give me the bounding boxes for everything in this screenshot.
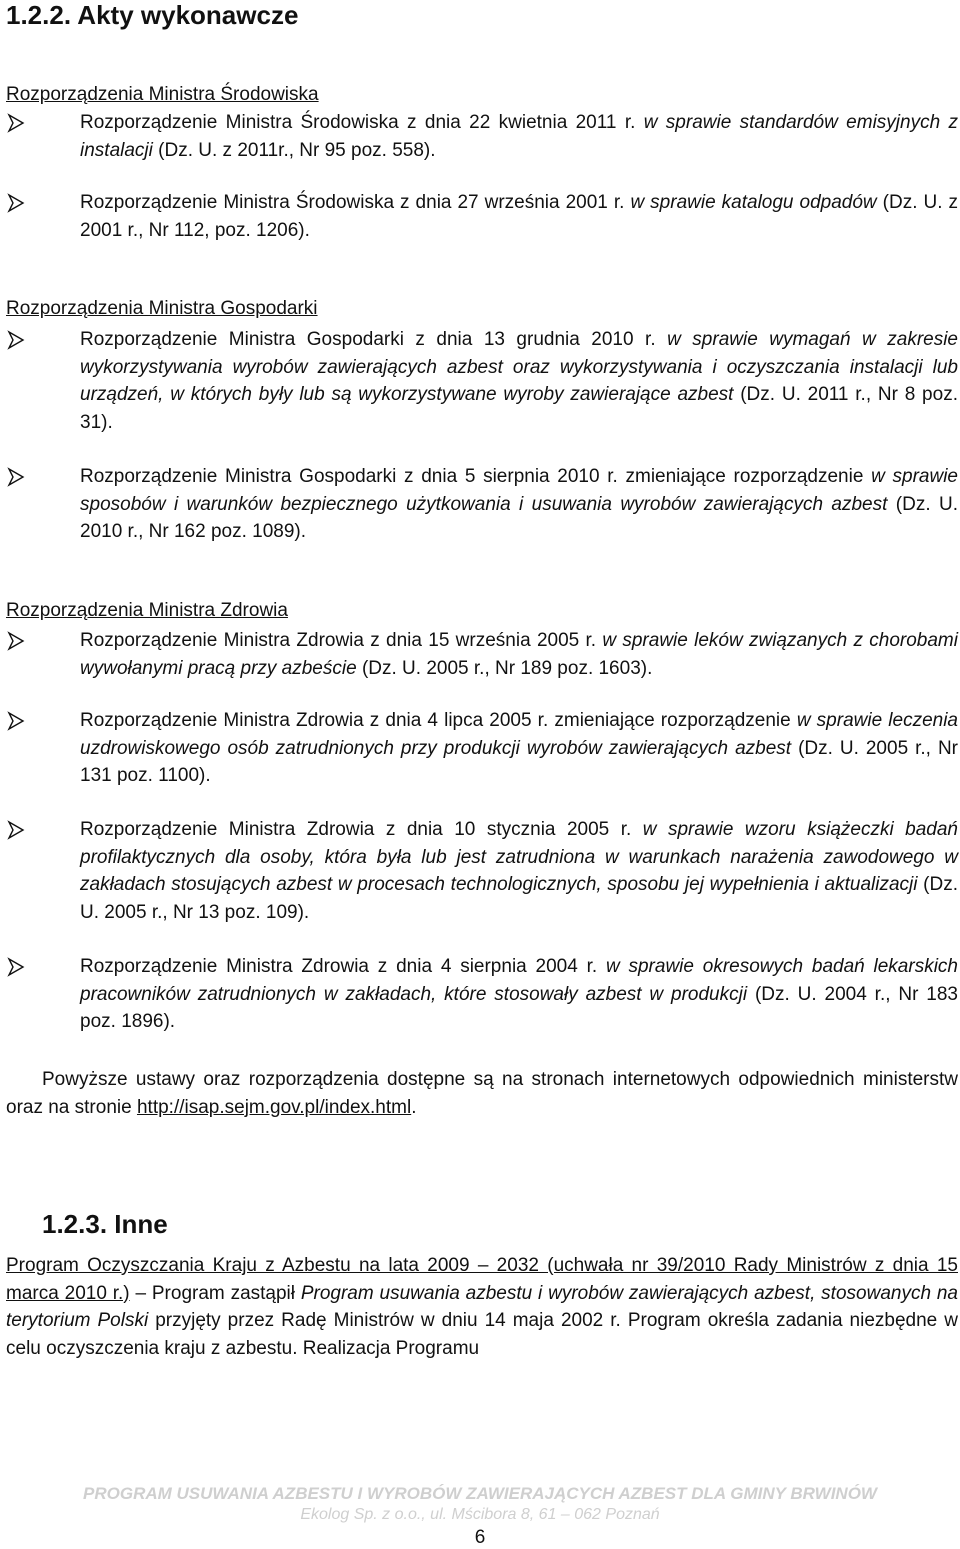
page-number: 6 xyxy=(474,1527,486,1548)
item-subject: w sprawie standardów emisyjnych z instalacji xyxy=(80,112,958,161)
paragraph-text: – Program zastąpił xyxy=(129,1282,301,1304)
item-subject: w sprawie leczenia uzdrowiskowego osób zatrudnionych przy produkcji wyrobów zawierających azbest xyxy=(80,710,958,759)
footer-program-title: PROGRAM USUWANIA AZBESTU I WYROBÓW ZAWIERAJĄCYCH AZBEST DLA GMINY BRWINÓW xyxy=(83,1484,877,1503)
item-subject: w sprawie katalogu odpadów xyxy=(630,192,877,213)
program-title-underlined: Program Oczyszczania Kraju z Azbestu na lata 2009 – 2032 (uchwała nr 39/2010 Rady Ministrów z dnia 15 marca 2010 r.) xyxy=(6,1255,958,1304)
item-text: Rozporządzenie Ministra Zdrowia z dnia 15 września 2005 r. xyxy=(80,630,603,651)
arrowhead-bullet-icon xyxy=(6,820,26,840)
paragraph-text: przyjęty przez Radę Ministrów w dniu 14 maja 2002 r. Program określa zadania niezbędne w celu oczyszczenia kraju z azbestu. Realizacja Programu xyxy=(6,1310,958,1359)
item-reference: (Dz. U. 2005 r., Nr 131 poz. 1100). xyxy=(80,737,958,786)
item-text: Rozporządzenie Ministra Gospodarki z dnia 13 grudnia 2010 r. xyxy=(80,329,668,350)
arrowhead-bullet-icon xyxy=(6,330,26,350)
arrowhead-bullet-icon xyxy=(6,711,26,731)
item-reference: (Dz. U. 2010 r., Nr 162 poz. 1089). xyxy=(80,493,958,542)
arrowhead-bullet-icon xyxy=(6,113,26,133)
item-reference: (Dz. U. 2005 r., Nr 13 poz. 109). xyxy=(80,874,958,923)
inne-paragraph xyxy=(6,1252,958,1362)
section-title-srodowisko: Rozporządzenia Ministra Środowiska xyxy=(6,84,319,105)
item-text: Rozporządzenie Ministra Zdrowia z dnia 4 sierpnia 2004 r. xyxy=(80,956,606,977)
program-italic-title: Program usuwania azbestu i wyrobów zawierających azbest, stosowanych na terytorium Polski xyxy=(6,1282,958,1331)
item-text: Rozporządzenie Ministra Gospodarki z dnia 5 sierpnia 2010 r. zmieniające rozporządzenie xyxy=(80,466,872,487)
section-title-zdrowie: Rozporządzenia Ministra Zdrowia xyxy=(6,600,288,621)
item-subject: w sprawie leków związanych z chorobami wywołanymi pracą przy azbeście xyxy=(80,630,958,679)
item-subject: w sprawie sposobów i warunków bezpiecznego użytkowania i usuwania wyrobów zawierających azbest xyxy=(80,466,958,515)
item-text: Rozporządzenie Ministra Zdrowia z dnia 10 stycznia 2005 r. xyxy=(80,819,643,840)
item-reference: (Dz. U. 2011 r., Nr 8 poz. 31). xyxy=(80,384,958,433)
item-subject: w sprawie wzoru książeczki badań profilaktycznych dla osoby, która była lub jest zatrudniona w warunkach narażenia zawodowego w zakładach stosujących azbest w procesach technologicznych, sposobu jej wypełnienia i aktualizacji xyxy=(80,819,958,895)
item-text: Rozporządzenie Ministra Środowiska z dnia 27 września 2001 r. xyxy=(80,192,631,213)
item-text: Rozporządzenie Ministra Zdrowia z dnia 4 lipca 2005 r. zmieniające rozporządzenie xyxy=(80,710,797,731)
item-subject: w sprawie wymagań w zakresie wykorzystywania wyrobów zawierających azbest oraz wykorzystywania i oczyszczania instalacji lub urządzeń, w których były lub są wykorzystywane wyroby zawierające azbest xyxy=(80,329,959,405)
footer-company-address: Ekolog Sp. z o.o., ul. Mścibora 8, 61 – 062 Poznań xyxy=(300,1506,660,1523)
section-heading-akty-wykonawcze: 1.2.2. Akty wykonawcze xyxy=(6,0,299,30)
section-heading-inne: 1.2.3. Inne xyxy=(42,1209,168,1239)
laws-availability-paragraph xyxy=(6,1066,958,1121)
arrowhead-bullet-icon xyxy=(6,957,26,977)
paragraph-end: . xyxy=(411,1096,417,1118)
section-title-gospodarka: Rozporządzenia Ministra Gospodarki xyxy=(6,298,318,319)
item-reference: (Dz. U. 2005 r., Nr 189 poz. 1603). xyxy=(356,657,653,679)
arrowhead-bullet-icon xyxy=(6,631,26,651)
arrowhead-bullet-icon xyxy=(6,193,26,213)
arrowhead-bullet-icon xyxy=(6,467,26,487)
item-text: Rozporządzenie Ministra Środowiska z dnia 22 kwietnia 2011 r. xyxy=(80,112,644,133)
paragraph-text: Powyższe ustawy oraz rozporządzenia dostępne są na stronach internetowych odpowiednich ministerstw oraz na stronie xyxy=(6,1069,958,1118)
item-subject: w sprawie okresowych badań lekarskich pracowników zatrudnionych w zakładach, które stosowały azbest w produkcji xyxy=(80,956,958,1005)
item-reference: (Dz. U. 2004 r., Nr 183 poz. 1896). xyxy=(80,983,959,1032)
item-reference: (Dz. U. z 2001 r., Nr 112, poz. 1206). xyxy=(80,192,958,241)
item-reference: (Dz. U. z 2011r., Nr 95 poz. 558). xyxy=(152,139,436,161)
isap-link[interactable]: http://isap.sejm.gov.pl/index.html xyxy=(136,1096,412,1118)
